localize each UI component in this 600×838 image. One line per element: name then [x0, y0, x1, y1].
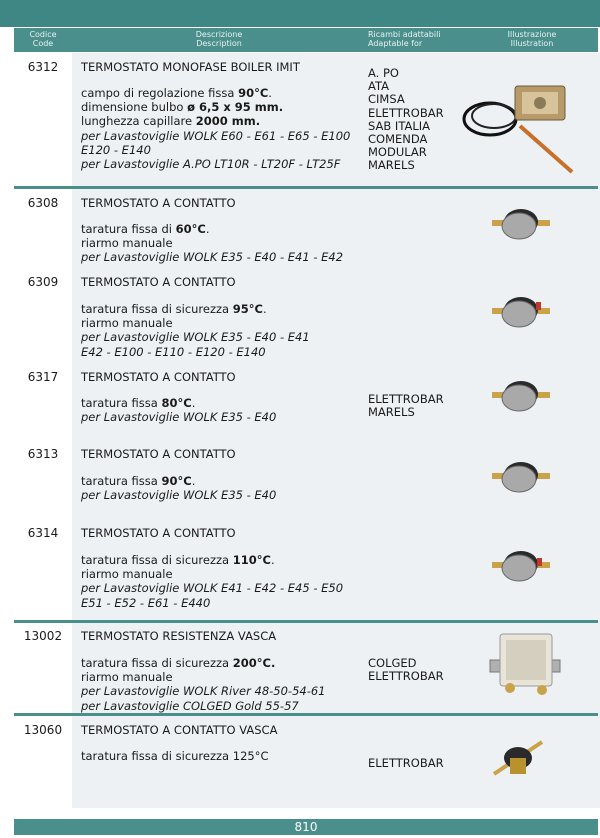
row-divider: [14, 620, 598, 623]
capillary-thermostat-image: [460, 74, 590, 174]
screw-thermostat-image: [486, 734, 550, 782]
disc-thermostat-image: [490, 374, 552, 420]
product-title: TERMOSTATO MONOFASE BOILER IMIT: [81, 60, 300, 74]
product-code: 6313: [27, 447, 59, 461]
product-description: taratura fissa di sicurezza 110°C. riarmo manuale per Lavastoviglie WOLK E41 - E42 - E45 - E50 E51 - E52 - E61 - E440: [81, 553, 344, 610]
adaptable-brands: ELETTROBAR: [368, 756, 444, 770]
top-band: [0, 0, 600, 27]
adaptable-brands: ELETTROBAR MARELS: [368, 392, 444, 420]
adaptable-brands: COLGED ELETTROBAR: [368, 656, 444, 684]
product-title: TERMOSTATO A CONTATTO: [81, 196, 236, 210]
product-code: 6312: [27, 60, 59, 74]
product-description: taratura fissa 90°C. per Lavastoviglie WOLK E35 - E40: [81, 474, 277, 503]
product-title: TERMOSTATO A CONTATTO: [81, 370, 236, 384]
product-title: TERMOSTATO A CONTATTO: [81, 447, 236, 461]
product-description: taratura fissa di 60°C. riarmo manuale per Lavastoviglie WOLK E35 - E40 - E41 - E42: [81, 222, 344, 265]
product-title: TERMOSTATO A CONTATTO VASCA: [81, 723, 278, 737]
header-code: Codice Code: [29, 30, 57, 48]
disc-thermostat-image: [490, 544, 552, 590]
header-illustration: Illustrazione Illustration: [507, 30, 557, 48]
product-description: taratura fissa di sicurezza 125°C: [81, 749, 269, 763]
row-divider: [14, 713, 598, 716]
product-code: 13060: [23, 723, 63, 737]
page-number: 810: [294, 820, 318, 834]
product-title: TERMOSTATO RESISTENZA VASCA: [81, 629, 277, 643]
tank-thermostat-image: [484, 628, 566, 700]
product-description: taratura fissa di sicurezza 200°C. riarmo manuale per Lavastoviglie WOLK River 48-50-54-61 per Lavastoviglie COLGED Gold 55-57: [81, 656, 326, 713]
header-adaptable: Ricambi adattabili Adaptable for: [368, 30, 441, 48]
product-description: taratura fissa di sicurezza 95°C. riarmo manuale per Lavastoviglie WOLK E35 - E40 - E41 E42 - E100 - E110 - E120 - E140: [81, 302, 310, 359]
page-footer: [14, 819, 598, 835]
adaptable-brands: A. PO ATA CIMSA ELETTROBAR SAB ITALIA COMENDA MODULAR MARELS: [368, 66, 444, 173]
row-divider: [14, 186, 598, 189]
product-description: campo di regolazione fissa 90°C. dimensione bulbo ø 6,5 x 95 mm. lunghezza capillare 2000 mm. per Lavastoviglie WOLK E60 - E61 - E65 - E100 E120 - E140 per Lavastoviglie A.PO LT10R - LT20F - LT25F: [81, 86, 351, 172]
product-code: 6308: [27, 196, 59, 210]
product-description: taratura fissa 80°C. per Lavastoviglie WOLK E35 - E40: [81, 396, 277, 425]
header-description: Descrizione Description: [195, 30, 243, 48]
product-title: TERMOSTATO A CONTATTO: [81, 275, 236, 289]
product-code: 6314: [27, 526, 59, 540]
disc-thermostat-image: [490, 202, 552, 248]
code-column: [14, 53, 72, 808]
product-code: 6317: [27, 370, 59, 384]
table-header: [14, 28, 598, 52]
product-code: 6309: [27, 275, 59, 289]
disc-thermostat-image: [490, 455, 552, 501]
product-code: 13002: [23, 629, 63, 643]
product-title: TERMOSTATO A CONTATTO: [81, 526, 236, 540]
disc-thermostat-image: [490, 290, 552, 336]
